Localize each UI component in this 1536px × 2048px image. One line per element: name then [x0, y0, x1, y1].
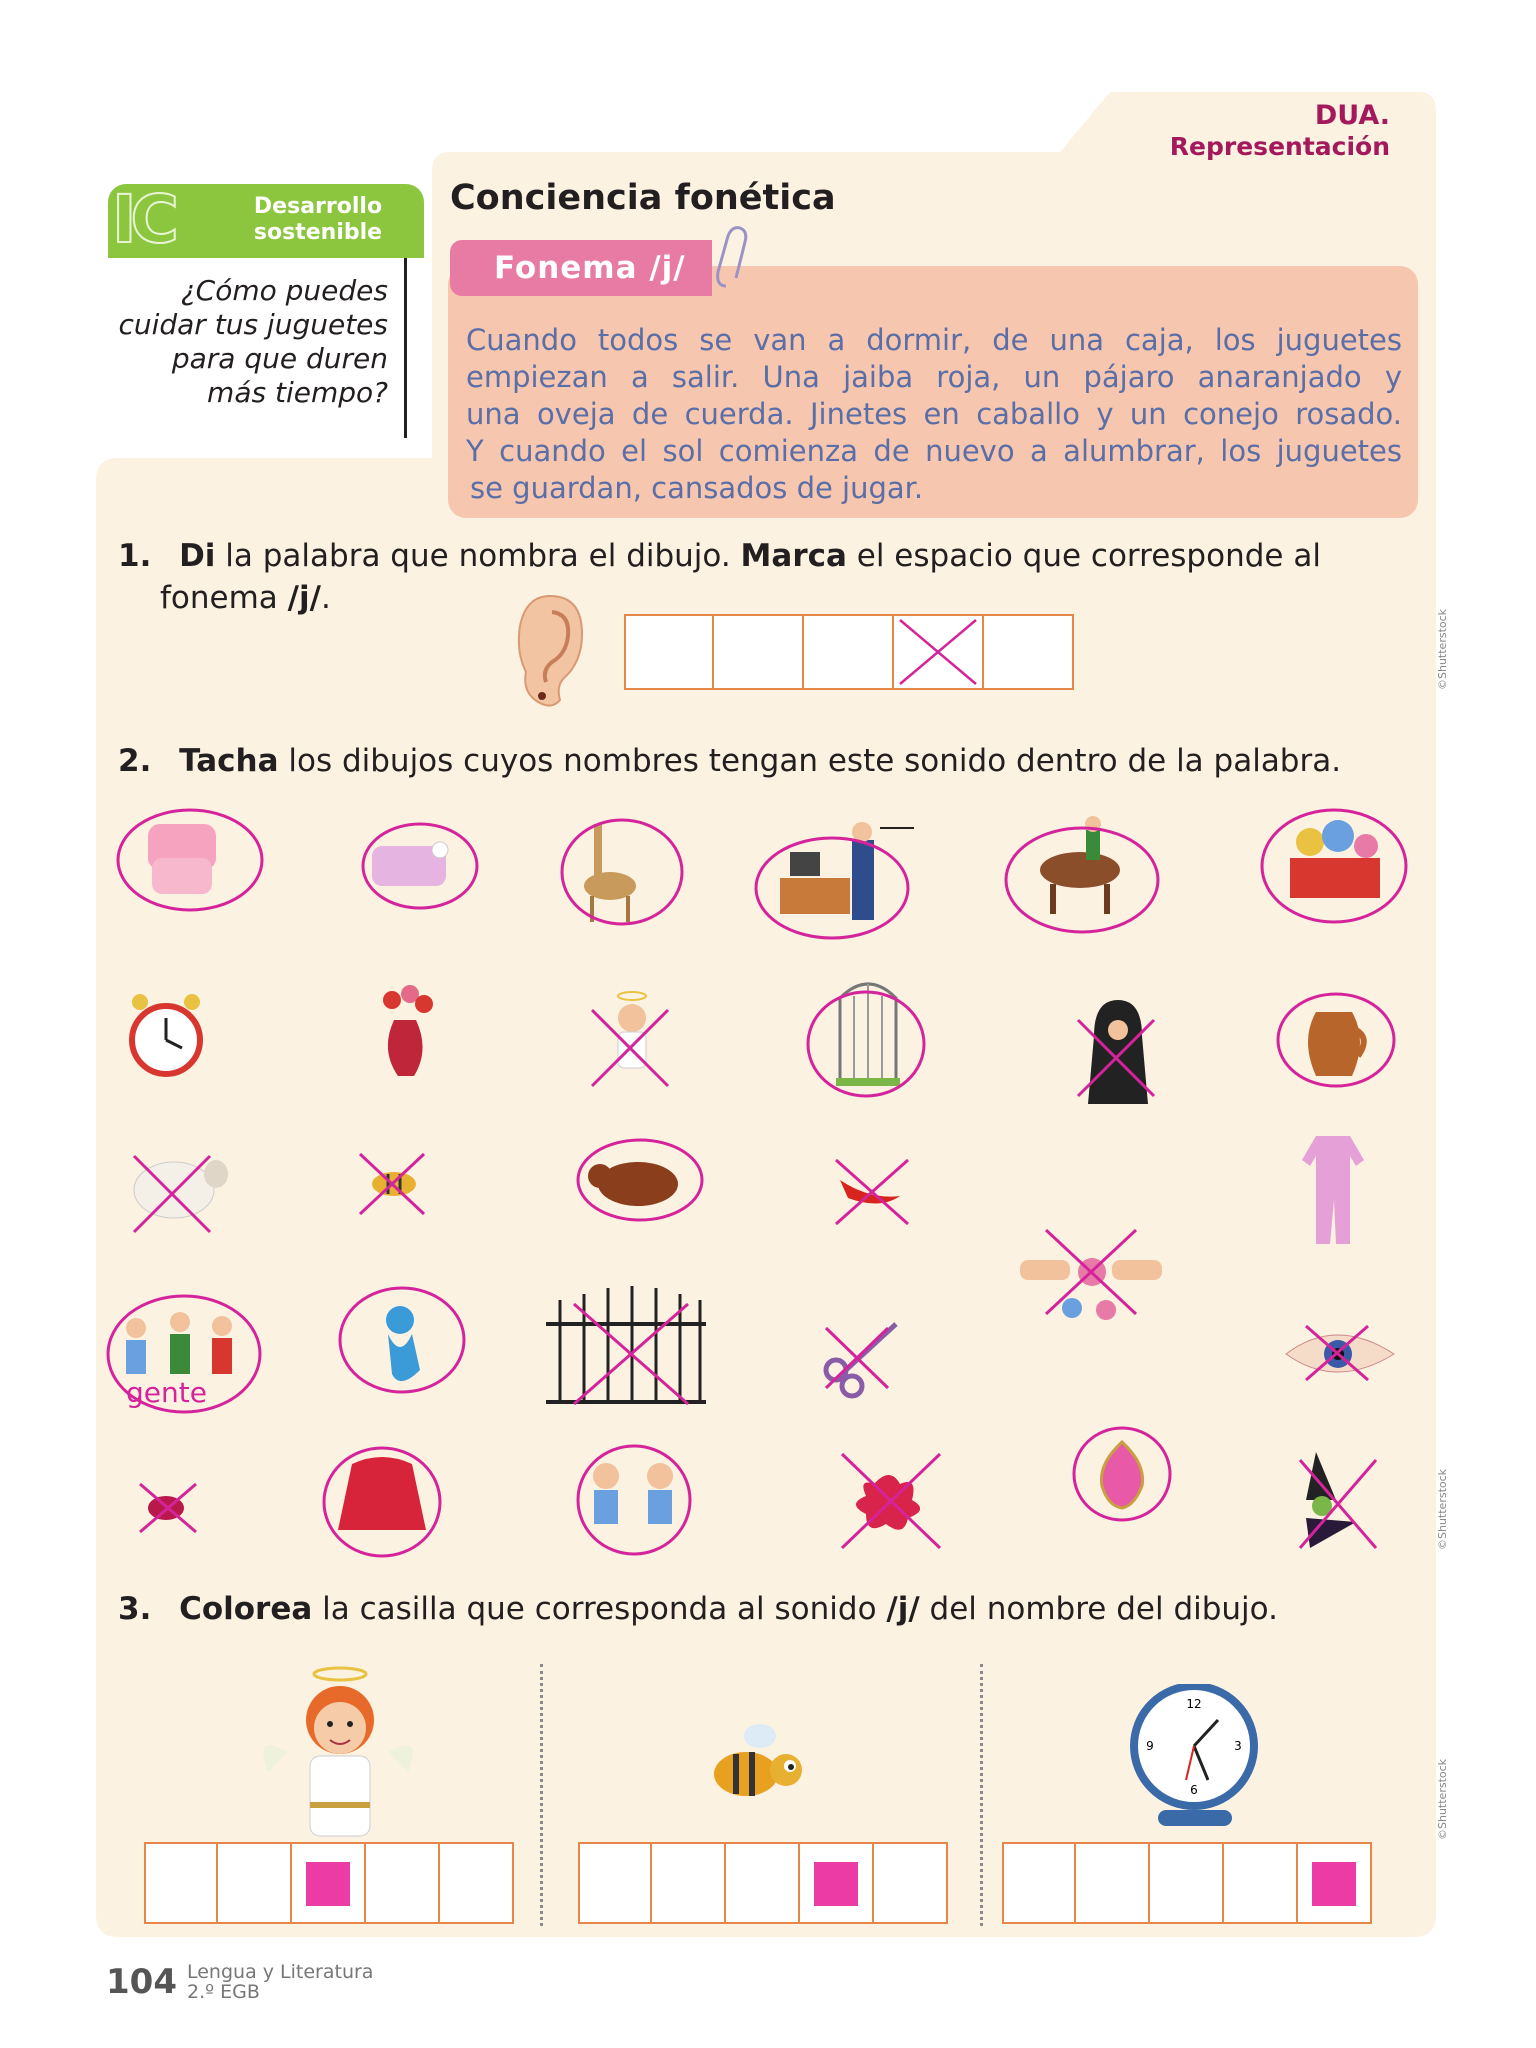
answer-box-filled[interactable] [800, 1842, 874, 1924]
paperclip-icon [712, 222, 752, 294]
exercise3-text-c: del nombre del dibujo. [919, 1591, 1278, 1627]
exercise1-verb1: Di [179, 538, 216, 574]
exercise1-text1: la palabra que nombra el dibujo. [215, 538, 741, 574]
question-line: ¿Cómo puedes [180, 274, 388, 307]
exercise2-picture-grid [0, 800, 1536, 1560]
story-line: Cuando todos se van a dormir, de una caja, los juguetes [466, 323, 1402, 357]
genio-picture[interactable] [340, 1288, 464, 1392]
jirafa-picture[interactable] [562, 820, 682, 924]
exercise3-number: 3. [118, 1591, 152, 1627]
story-line: se guardan, cansados de jugar. [470, 471, 924, 505]
answer-box[interactable] [1224, 1842, 1298, 1924]
florero-picture[interactable] [383, 985, 433, 1076]
jaula-picture[interactable] [808, 984, 924, 1096]
gente-label: gente [126, 1376, 207, 1409]
gelatina-picture[interactable] [324, 1448, 440, 1556]
column-separator [540, 1664, 543, 1926]
gemelos-picture[interactable] [578, 1446, 690, 1554]
credit-text: ©Shutterstock [1436, 608, 1449, 690]
answer-box[interactable] [804, 614, 894, 690]
answer-box-marked[interactable] [894, 614, 984, 690]
credit-1 [1436, 600, 1452, 700]
tejer-picture[interactable] [1020, 1230, 1162, 1320]
angel-boxes [144, 1842, 514, 1924]
bruja-picture[interactable] [1300, 1452, 1376, 1548]
section-title: Conciencia fonética [450, 178, 836, 218]
story-line: empiezan a salir. Una jaiba roja, un pájaro anaranjado y [466, 360, 1402, 394]
mancha-picture[interactable] [842, 1454, 940, 1548]
exercise1-line2a: fonema [160, 580, 288, 616]
answer-box[interactable] [714, 614, 804, 690]
story-line: Y cuando el sol comienza de nuevo a alumbrar, los juguetes [466, 434, 1402, 468]
dua-subtitle: Representación [1169, 132, 1390, 161]
bee-picture [690, 1718, 810, 1808]
svg-text:6: 6 [1190, 1783, 1198, 1797]
abeja-small-picture[interactable] [360, 1154, 424, 1214]
bee-boxes [578, 1842, 948, 1924]
answer-box[interactable] [1150, 1842, 1224, 1924]
story-text [466, 322, 1402, 470]
answer-box[interactable] [578, 1842, 652, 1924]
exercise1-number: 1. [118, 538, 152, 574]
footer-subject: Lengua y Literatura [186, 1961, 374, 1983]
answer-box[interactable] [1002, 1842, 1076, 1924]
sidebar-question [108, 274, 388, 410]
sidebar-divider [404, 258, 407, 438]
svg-text:12: 12 [1186, 1697, 1202, 1711]
juguetes-picture[interactable] [1262, 810, 1406, 922]
credit-3 [1436, 1750, 1452, 1850]
ojo-picture[interactable] [1286, 1326, 1394, 1380]
footer [106, 1962, 373, 2002]
answer-box[interactable] [874, 1842, 948, 1924]
jinete-picture[interactable] [1006, 816, 1158, 932]
frejol-picture[interactable] [140, 1484, 196, 1532]
answer-box[interactable] [624, 614, 714, 690]
badge-letters: IC [112, 181, 173, 258]
question-line: más tiempo? [207, 376, 388, 409]
answer-box[interactable] [218, 1842, 292, 1924]
exercise2-text: los dibujos cuyos nombres tengan este sonido dentro de la palabra. [278, 743, 1342, 779]
answer-box[interactable] [652, 1842, 726, 1924]
monja-picture[interactable] [1078, 1000, 1154, 1104]
exercise1-text2: el espacio que corresponde al [846, 538, 1321, 574]
exercise3-instructions [118, 1588, 1278, 1630]
exercise1-answer-boxes [624, 614, 1074, 690]
answer-box[interactable] [726, 1842, 800, 1924]
svg-text:9: 9 [1146, 1739, 1154, 1753]
angel-picture[interactable] [592, 992, 668, 1086]
answer-box[interactable] [440, 1842, 514, 1924]
clock-picture [1126, 1684, 1266, 1834]
fonema-tab [450, 240, 712, 296]
credit-2 [1436, 1460, 1452, 1560]
exercise3-verb: Colorea [179, 1591, 313, 1627]
exercise2-instructions [118, 740, 1341, 782]
question-line: para que duren [171, 342, 388, 375]
credit-text: ©Shutterstock [1436, 1468, 1449, 1550]
exercise1-instructions [118, 535, 1418, 619]
answer-box-filled[interactable] [292, 1842, 366, 1924]
answer-box[interactable] [366, 1842, 440, 1924]
oveja-picture[interactable] [134, 1156, 228, 1232]
svg-text:3: 3 [1234, 1739, 1242, 1753]
story-line: una oveja de cuerda. Jinetes en caballo y un conejo rosado. [466, 397, 1402, 431]
jabon-picture[interactable] [363, 824, 477, 908]
exercise1-verb2: Marca [740, 538, 847, 574]
exercise2-verb: Tacha [179, 743, 279, 779]
page-number: 104 [106, 1962, 177, 2002]
answer-box[interactable] [144, 1842, 218, 1924]
reloj-picture[interactable] [132, 994, 200, 1074]
jamon-picture[interactable] [118, 810, 262, 910]
dua-title: DUA. [1314, 100, 1390, 131]
ear-icon [512, 592, 586, 710]
exercise2-number: 2. [118, 743, 152, 779]
tijeras-picture[interactable] [826, 1324, 896, 1396]
exercise1-phoneme: /j/ [287, 580, 321, 616]
fonema-label: Fonema /j/ [494, 250, 686, 286]
clock-boxes [1002, 1842, 1372, 1924]
x-mark-icon [894, 616, 982, 688]
exercise3-text-a: la casilla que corresponda al sonido [312, 1591, 887, 1627]
pijama-picture[interactable] [1302, 1136, 1364, 1244]
question-line: cuidar tus juguetes [118, 308, 388, 341]
column-separator [980, 1664, 983, 1926]
credit-text: ©Shutterstock [1436, 1758, 1449, 1840]
jabali-picture[interactable] [578, 1140, 702, 1220]
angel-large-picture [248, 1662, 428, 1842]
filled-square [306, 1862, 350, 1906]
answer-box-filled[interactable] [1298, 1842, 1372, 1924]
exercise3-phoneme: /j/ [886, 1591, 920, 1627]
badge-line2: sostenible [253, 220, 383, 245]
dua-header [1120, 100, 1390, 162]
reja-picture[interactable] [546, 1286, 706, 1404]
answer-box[interactable] [984, 614, 1074, 690]
filled-square [1312, 1862, 1356, 1906]
jefe-picture[interactable] [756, 822, 914, 938]
badge-line1: Desarrollo [253, 194, 383, 219]
filled-square [814, 1862, 858, 1906]
jarra-picture[interactable] [1278, 994, 1394, 1086]
answer-box[interactable] [1076, 1842, 1150, 1924]
footer-grade: 2.º EGB [186, 1981, 260, 2003]
sustainable-badge [108, 181, 424, 258]
joya-picture[interactable] [1074, 1428, 1170, 1520]
aji-picture[interactable] [836, 1160, 908, 1224]
exercise1-line2c: . [320, 580, 331, 616]
